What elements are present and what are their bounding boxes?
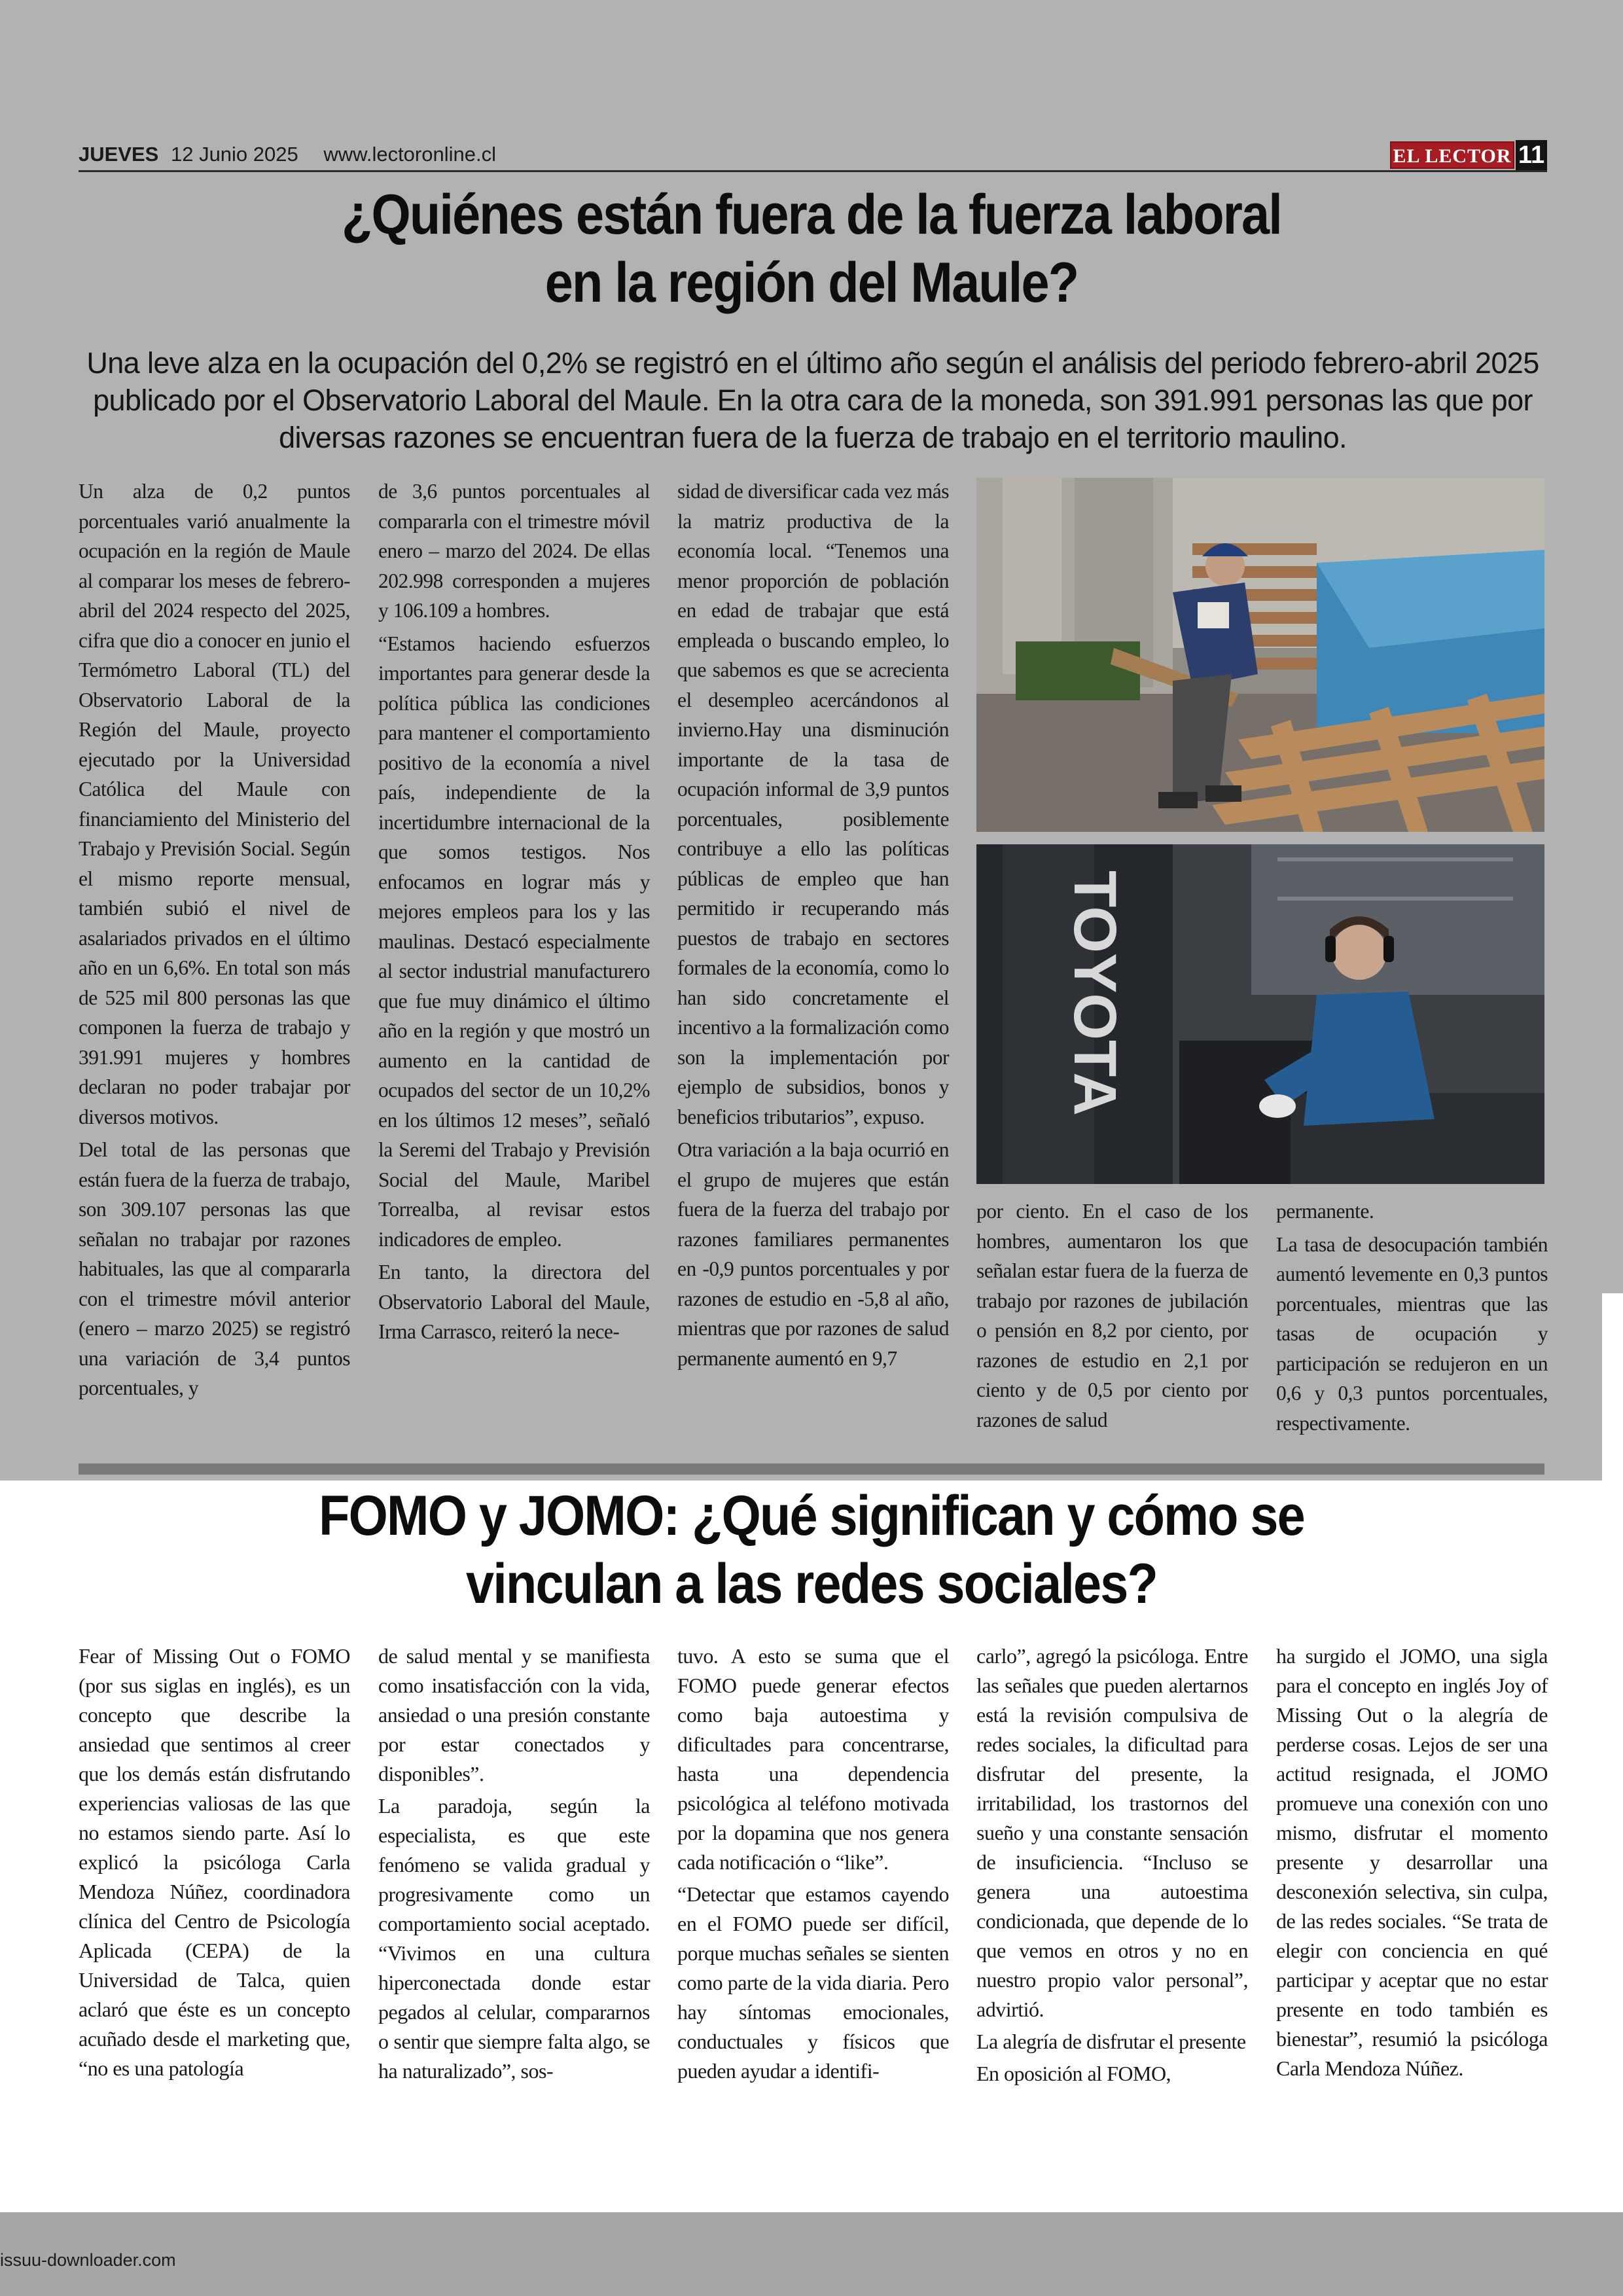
photo-worker-pallets: [976, 478, 1544, 832]
article1-column-1: [79, 476, 350, 1407]
toyota-text: TOYOTA: [1061, 870, 1128, 1116]
paragraph: ha surgido el JOMO, una sigla para el concepto en inglés Joy of Missing Out o la alegría de perderse cosas. Lejos de ser una actitud resignada, el JOMO promueve una conexión con uno mismo, disfrutar el momento presente y desarrollar una desconexión selectiva, sin culpa, de las redes sociales. “Se trata de elegir con conciencia en qué participar y aceptar que no estar presente en todo también es bienestar”, resumió la psicóloga Carla Mendoza Núñez.: [1276, 1644, 1548, 2080]
footer-band: [0, 2212, 1623, 2296]
article1-column-3: [677, 476, 949, 1376]
article1-headline: ¿Quiénes están fuera de la fuerza laboral en la región del Maule?: [341, 183, 1281, 314]
paragraph: de 3,6 puntos porcentuales al compararla con el trimestre móvil enero – marzo del 2024. De ellas 202.998 corresponden a mujeres y 106.109 a hombres.: [378, 480, 650, 622]
paragraph: Del total de las personas que están fuera de la fuerza de trabajo, son 309.107 personas las que señalan no trabajar por razones habituales, las que al compararla con el trimestre móvil anterior (enero – marzo 2025) se registró una variación de 3,4 puntos porcentuales, y: [79, 1138, 350, 1399]
paragraph: carlo”, agregó la psicóloga. Entre las señales que pueden alertarnos está la revisión compulsiva de redes sociales, la dificultad para disfrutar del presente, la irritabilidad, los trastornos del sueño y una constante sensación de insuficiencia. “Incluso se genera una autoestima condicionada, que depende de lo que vemos en otros y no en nuestro propio valor personal”, advirtió.: [976, 1644, 1248, 2021]
article1-lead: Una leve alza en la ocupación del 0,2% se registró en el último año según el análisis del periodo febrero-abril 2025 publicado por el Observatorio Laboral del Maule. En la otra cara de la moneda, son 391.991 personas las que por diversas razones se encuentran fuera de la fuerza de trabajo en el territorio maulino.: [86, 346, 1539, 454]
paragraph: En tanto, la directora del Observatorio Laboral del Maule, Irma Carrasco, reiteró la nece-: [378, 1261, 650, 1343]
paragraph: “Detectar que estamos cayendo en el FOMO puede ser difícil, porque muchas señales se sienten como parte de la vida diaria. Pero hay síntomas emocionales, conductuales y físicos que pueden ayudar a identifi-: [677, 1882, 949, 2083]
header-day: JUEVES: [79, 143, 159, 166]
article2-column-5: [1276, 1641, 1548, 2086]
article2-column-4: [976, 1641, 1248, 2091]
article2-headline: FOMO y JOMO: ¿Qué significan y cómo se vinculan a las redes sociales?: [319, 1484, 1304, 1615]
paragraph: por ciento. En el caso de los hombres, aumentaron los que señalan estar fuera de la fuerza de trabajo por razones de jubilación o pensión en 8,2 por ciento, por razones de estudio en 2,1 por ciento y de 0,5 por ciento por razones de salud: [976, 1200, 1248, 1431]
page-edge: [1602, 1293, 1623, 1483]
article1-column-5: [1276, 1196, 1548, 1441]
page-number: 11: [1516, 140, 1547, 170]
paragraph: tuvo. A esto se suma que el FOMO puede generar efectos como baja autoestima y dificultades para concentrarse, hasta una dependencia psicológica al teléfono motivada por la dopamina que nos genera cada notificación o “like”.: [677, 1644, 949, 1874]
paragraph: permanente.: [1276, 1200, 1374, 1223]
page-header: [79, 143, 496, 166]
paragraph: Un alza de 0,2 puntos porcentuales varió anualmente la ocupación en la región de Maule al comparar los meses de febrero-abril del 2024 respecto del 2025, cifra que dio a conocer en junio el Termómetro Laboral (TL) del Observatorio Laboral de la Región del Maule, proyecto ejecutado por la Universidad Católica del Maule con financiamiento del Ministerio del Trabajo y Previsión Social. Según el mismo reporte mensual, también subió el nivel de asalariados privados en el último año en un 6,6%. En total son más de 525 mil 800 personas las que componen la fuerza de trabajo y 391.991 mujeres y hombres declaran no poder trabajar por diversos motivos.: [79, 480, 350, 1128]
article2-column-3: [677, 1641, 949, 2089]
paragraph: La paradoja, según la especialista, es que este fenómeno se valida gradual y progresivamente como un comportamiento social aceptado. “Vivimos en una cultura hiperconectada donde estar pegados al celular, compararnos o sentir que siempre falta algo, se ha naturalizado”, sos-: [378, 1794, 650, 2083]
paragraph: de salud mental y se manifiesta como insatisfacción con la vida, ansiedad o una presión constante por estar conectados y disponibles”.: [378, 1644, 650, 1785]
article1-column-4: [976, 1196, 1248, 1438]
paragraph: Otra variación a la baja ocurrió en el grupo de mujeres que están fuera de la fuerza del trabajo por razones familiares permanentes en -0,9 puntos porcentuales y por razones de estudio en -5,8 al año, mientras que por razones de salud permanente aumentó en 9,7: [677, 1138, 949, 1370]
article2-column-1: [79, 1641, 350, 2086]
article2-subheading: La alegría de disfrutar el presente: [976, 2030, 1246, 2053]
header-rule: [79, 170, 1547, 172]
paragraph: En oposición al FOMO,: [976, 2062, 1171, 2085]
paragraph: “Estamos haciendo esfuerzos importantes para generar desde la política pública las condiciones para mantener el comportamiento positivo de la economía a nivel país, independiente de la incertidumbre internacional de la que somos testigos. Nos enfocamos en lograr más y mejores empleos para los y las maulinas. Destacó especialmente al sector industrial manufacturero que fue muy dinámico el último año en la región y que mostró un aumento en la cantidad de ocupados del sector de un 10,2% en los últimos 12 meses”, señaló la Seremi del Trabajo y Previsión Social del Maule, Maribel Torrealba, al revisar estos indicadores de empleo.: [378, 632, 650, 1251]
paragraph: La tasa de desocupación también aumentó levemente en 0,3 puntos porcentuales, mientras que las tasas de ocupación y participación se redujeron en un 0,6 y 0,3 puntos porcentuales, respectivamente.: [1276, 1232, 1548, 1435]
article-divider: [79, 1463, 1544, 1475]
article2-column-2: [378, 1641, 650, 2089]
header-website: www.lectoronline.cl: [323, 143, 496, 166]
watermark: issuu-downloader.com: [0, 2250, 176, 2270]
paragraph: Fear of Missing Out o FOMO (por sus siglas en inglés), es un concepto que describe la ansiedad que sentimos al creer que los demás están disfrutando experiencias valiosas de las que no estamos siendo parte. Así lo explicó la psicóloga Carla Mendoza Núñez, coordinadora clínica del Centro de Psicología Aplicada (CEPA) de la Universidad de Talca, quien aclaró que éste es un concepto acuñado desde el marketing que, “no es una patología: [79, 1644, 350, 2080]
photo-toyota-worker: [976, 844, 1544, 1184]
paragraph: sidad de diversificar cada vez más la matriz productiva de la economía local. “Tenemos una menor proporción de población en edad de trabajar que está empleada o buscando empleo, lo que sabemos es que se acrecienta el desempleo acercándonos al invierno.Hay una disminución importante de la tasa de ocupación informal de 3,9 puntos porcentuales, posiblemente contribuye a ello las políticas públicas de empleo que han permitido ir recuperando más puestos de trabajo en sectores formales de la economía, como lo han sido concretamente el incentivo a la formalización como son la implementación por ejemplo de subsidios, bonos y beneficios tributarios”, expuso.: [677, 480, 949, 1128]
el-lector-logo: EL LECTOR: [1390, 141, 1514, 169]
header-date: 12 Junio 2025: [170, 143, 298, 166]
article1-column-2: [378, 476, 650, 1350]
